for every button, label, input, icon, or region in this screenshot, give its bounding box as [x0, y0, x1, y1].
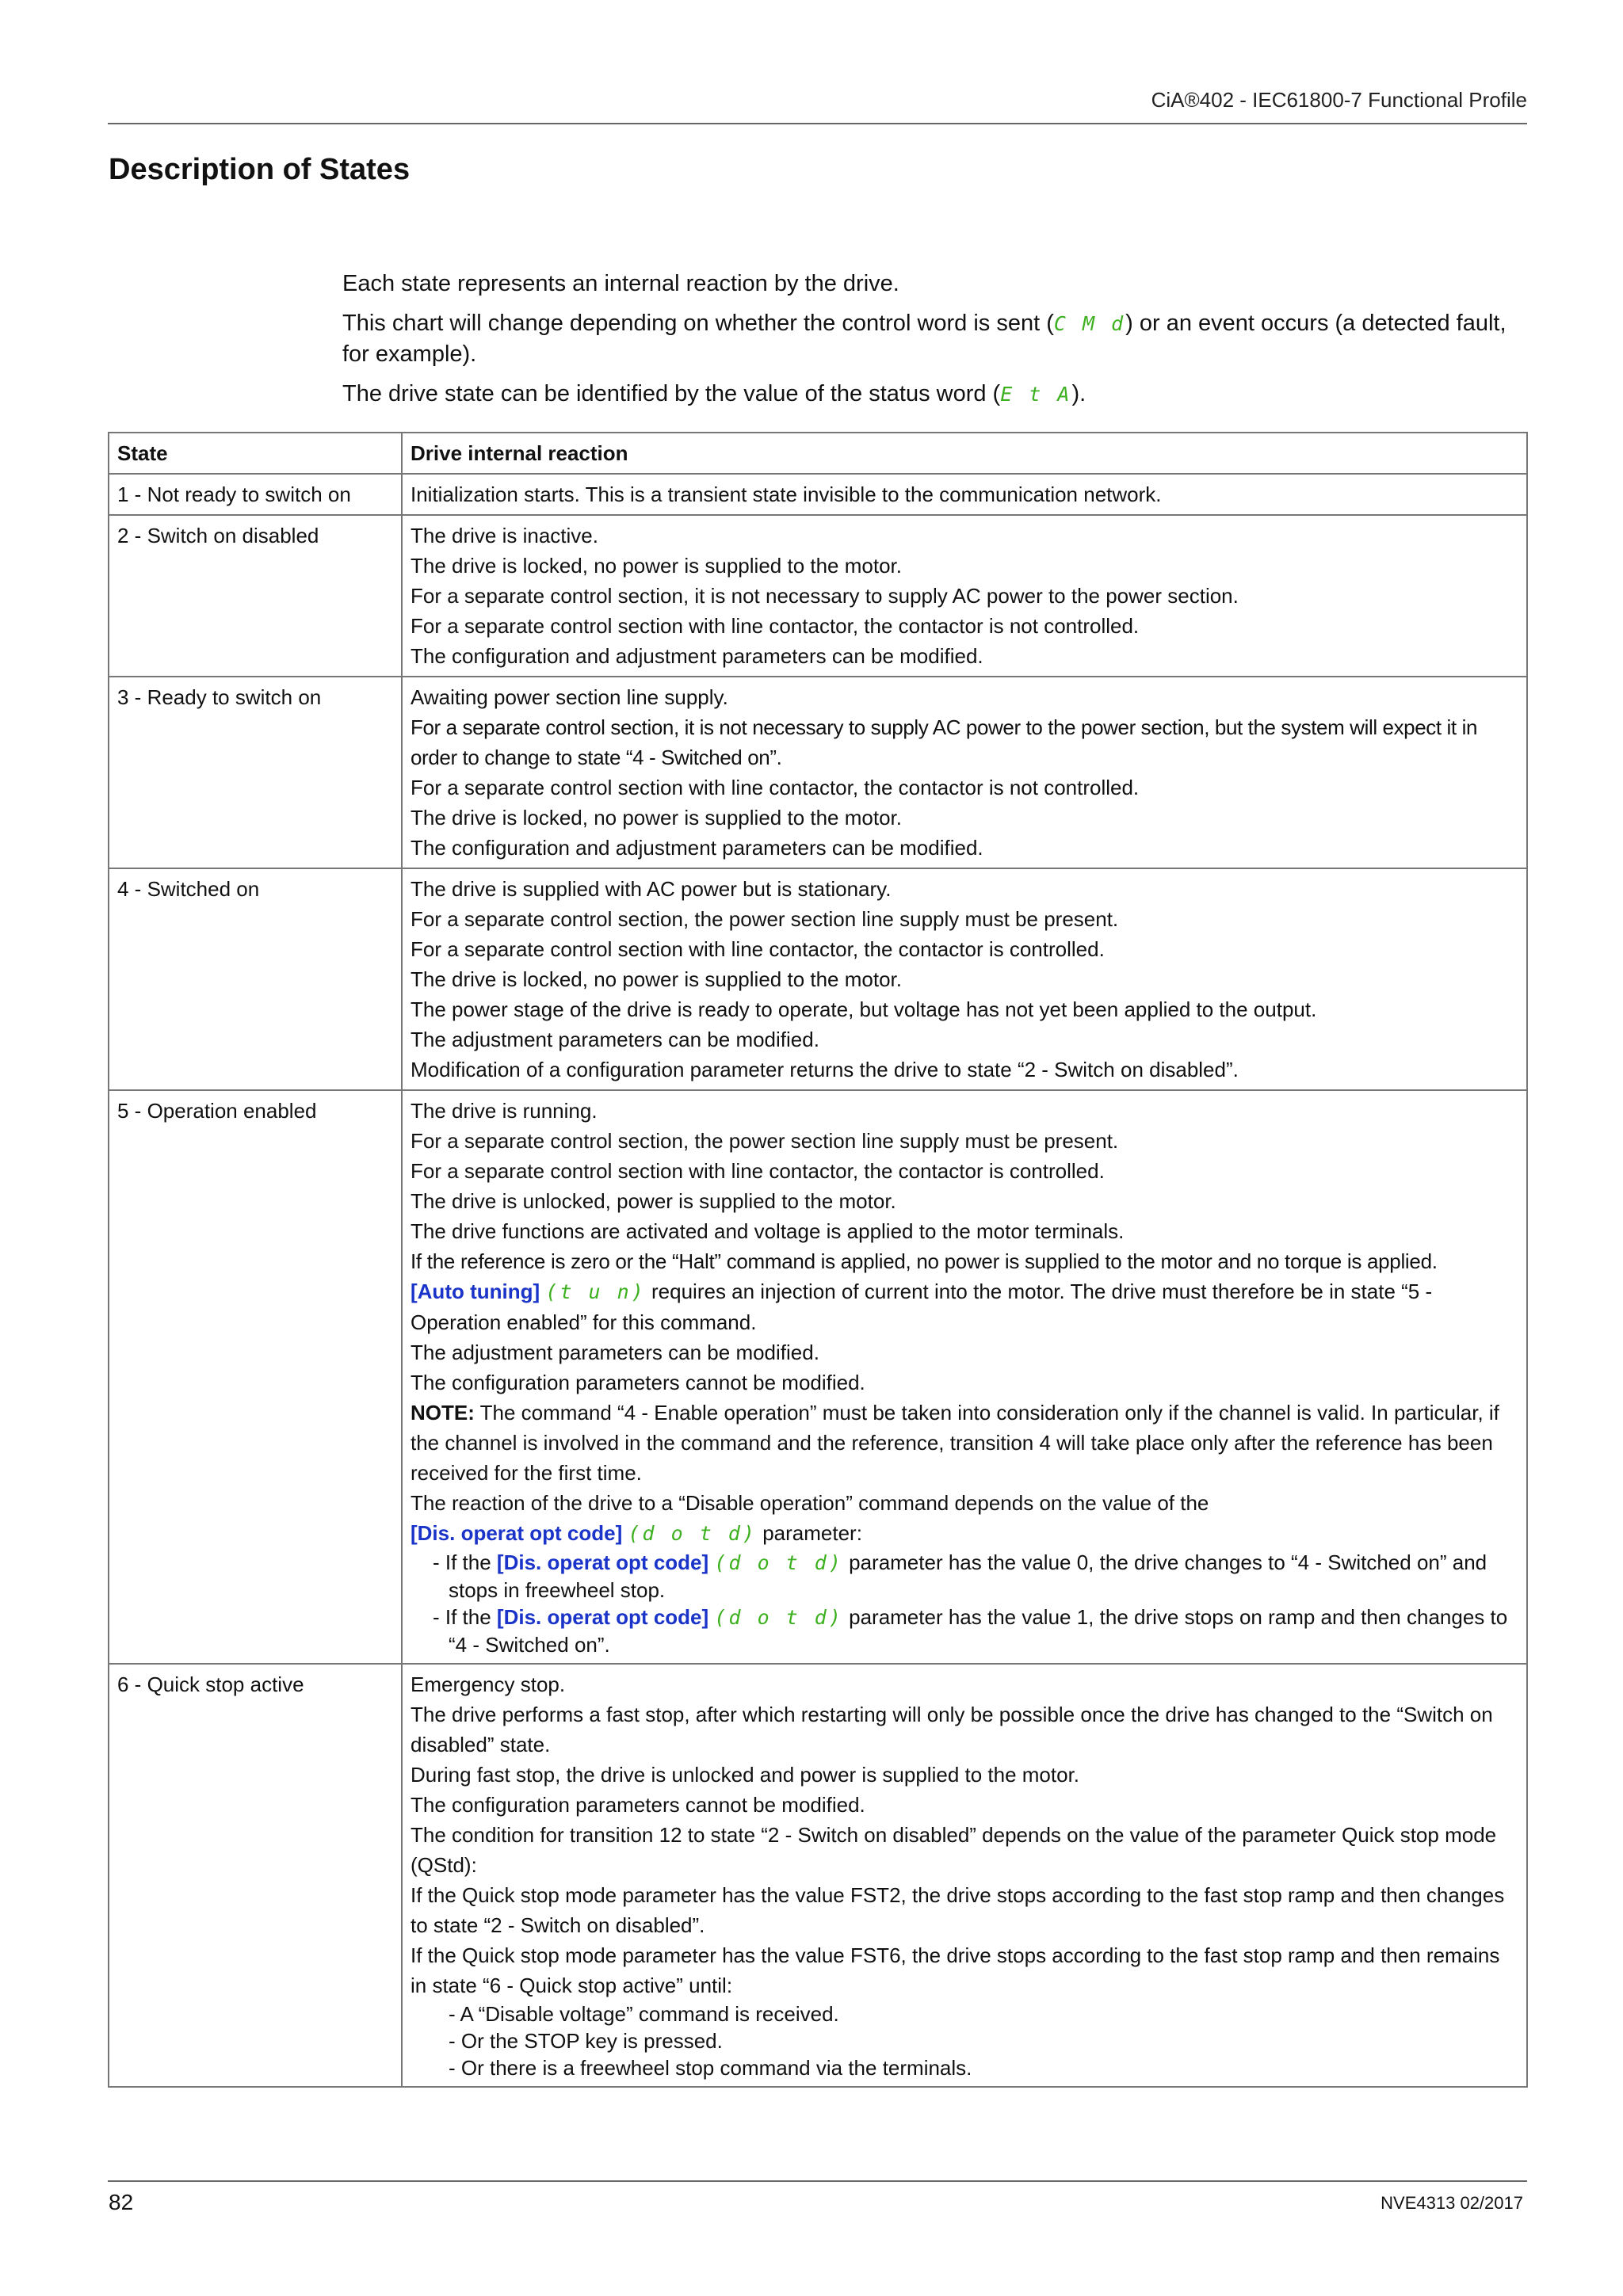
table-row — [109, 868, 1527, 1090]
dis-operat-param: [Dis. operat opt code] — [496, 1550, 709, 1574]
dis-operat-code-text: d o t d — [728, 1606, 829, 1629]
reaction-line: For a separate control section, it is not necessary to supply AC power to the power section, but the system will expect it in order to change to state “4 - Switched on”. — [411, 715, 1478, 769]
dis-operat-code: (d o t d) — [628, 1522, 757, 1545]
footer-divider — [108, 2180, 1527, 2182]
header-title: CiA®402 - IEC61800-7 Functional Profile — [1151, 88, 1527, 112]
bullet-prefix: - If the — [433, 1605, 497, 1629]
page-number: 82 — [109, 2190, 134, 2214]
reaction-line: The drive is running. — [411, 1099, 598, 1123]
intro-text-part: This chart will change depending on whether the control word is sent ( — [342, 311, 1054, 336]
state-cell: 1 - Not ready to switch on — [109, 474, 402, 515]
bullet-item: - Or the STOP key is pressed. — [449, 2029, 723, 2053]
bullet-item: - Or there is a freewheel stop command via the terminals. — [449, 2056, 972, 2080]
intro-paragraph-1: Each state represents an internal reaction by the drive. — [342, 271, 899, 296]
reaction-line: The configuration parameters cannot be modified. — [411, 1793, 865, 1817]
intro-text-part: ). — [1071, 381, 1086, 406]
auto-tuning-code: (t u n) — [545, 1280, 646, 1303]
reaction-line: For a separate control section, the power section line supply must be present. — [411, 1129, 1119, 1153]
reaction-line — [411, 1276, 1518, 1337]
reaction-line: For a separate control section with line contactor, the contactor is controlled. — [411, 1159, 1105, 1183]
reaction-line: Initialization starts. This is a transient state invisible to the communication network. — [411, 482, 1162, 506]
reaction-line: The reaction of the drive to a “Disable operation” command depends on the value of the — [411, 1491, 1209, 1515]
header-divider — [108, 123, 1527, 124]
bullet-text: parameter has the value 1, the drive stops on ramp and then changes to “4 - Switched on”. — [449, 1605, 1508, 1657]
reaction-line: The drive is inactive. — [411, 524, 598, 547]
reaction-cell — [402, 474, 1527, 515]
bullet-item: - A “Disable voltage” command is received. — [449, 2002, 839, 2026]
dis-operat-code: (d o t d) — [714, 1551, 843, 1574]
dis-operat-param: [Dis. operat opt code] — [496, 1605, 709, 1629]
reaction-line: The condition for transition 12 to state “2 - Switch on disabled” depends on the value of the parameter Quick stop mode (QStd): — [411, 1823, 1497, 1877]
reaction-line: If the Quick stop mode parameter has the value FST6, the drive stops according to the fast stop ramp and then remains in state “6 - Quick stop active” until: — [411, 1943, 1500, 1997]
reaction-line: Modification of a configuration parameter returns the drive to state “2 - Switch on disabled”. — [411, 1058, 1239, 1081]
column-header-state: State — [109, 433, 402, 474]
table-row — [109, 1090, 1527, 1664]
dis-operat-code: (d o t d) — [714, 1606, 843, 1629]
reaction-line: If the Quick stop mode parameter has the value FST2, the drive stops according to the fast stop ramp and then changes to state “2 - Switch on disabled”. — [411, 1883, 1505, 1937]
table-row — [109, 1664, 1527, 2087]
reaction-line: The configuration and adjustment parameters can be modified. — [411, 836, 983, 860]
table-row — [109, 515, 1527, 677]
intro-text — [342, 269, 1531, 419]
state-cell: 6 - Quick stop active — [109, 1664, 402, 2087]
state-cell: 5 - Operation enabled — [109, 1090, 402, 1664]
state-cell: 4 - Switched on — [109, 868, 402, 1090]
reaction-line: The configuration parameters cannot be modified. — [411, 1371, 865, 1394]
reaction-line: The drive functions are activated and voltage is applied to the motor terminals. — [411, 1219, 1125, 1243]
reaction-cell — [402, 1664, 1527, 2087]
intro-paragraph-2 — [342, 308, 1531, 369]
reaction-line: If the reference is zero or the “Halt” command is applied, no power is supplied to the motor and no torque is applied. — [411, 1249, 1438, 1273]
intro-text-part: The drive state can be identified by the value of the status word ( — [342, 381, 1001, 406]
reaction-text: requires an injection of current into the motor. The drive must therefore be in state “5 - Operation enabled” for this command. — [411, 1280, 1433, 1334]
states-table — [108, 432, 1528, 2088]
table-row — [109, 474, 1527, 515]
bullet-item — [411, 1549, 1518, 1604]
reaction-line: For a separate control section with line contactor, the contactor is not controlled. — [411, 614, 1140, 638]
dis-operat-code-text: d o t d — [728, 1551, 829, 1574]
document-reference: NVE4313 02/2017 — [1381, 2193, 1523, 2213]
reaction-line: The adjustment parameters can be modified. — [411, 1341, 819, 1364]
state-cell: 3 - Ready to switch on — [109, 677, 402, 868]
bullet-text: parameter has the value 0, the drive changes to “4 - Switched on” and stops in freewheel stop. — [449, 1550, 1487, 1602]
reaction-line: The power stage of the drive is ready to operate, but voltage has not yet been applied to the output. — [411, 997, 1317, 1021]
reaction-line: The drive is unlocked, power is supplied to the motor. — [411, 1189, 896, 1213]
column-header-reaction: Drive internal reaction — [402, 433, 1527, 474]
reaction-line: Emergency stop. — [411, 1672, 566, 1696]
auto-tuning-code-text: t u n — [559, 1280, 632, 1303]
reaction-line: During fast stop, the drive is unlocked and power is supplied to the motor. — [411, 1763, 1080, 1787]
reaction-text: parameter: — [756, 1521, 862, 1545]
reaction-line: For a separate control section with line contactor, the contactor is controlled. — [411, 937, 1105, 961]
dis-operat-code-text: d o t d — [642, 1522, 743, 1545]
reaction-line: The drive is locked, no power is supplied to the motor. — [411, 554, 902, 578]
control-word-code: C M d — [1053, 312, 1126, 335]
reaction-line: The configuration and adjustment parameters can be modified. — [411, 644, 983, 668]
auto-tuning-param: [Auto tuning] — [411, 1280, 540, 1303]
reaction-line: For a separate control section, the power section line supply must be present. — [411, 907, 1119, 931]
reaction-line: For a separate control section, it is not necessary to supply AC power to the power section. — [411, 584, 1239, 608]
table-row — [109, 677, 1527, 868]
bullet-item — [411, 1604, 1518, 1658]
reaction-line: The adjustment parameters can be modified. — [411, 1028, 819, 1051]
section-title: Description of States — [109, 153, 411, 186]
reaction-line: Awaiting power section line supply. — [411, 685, 728, 709]
table-header-row — [109, 433, 1527, 474]
intro-paragraph-3 — [342, 379, 1531, 410]
note-line — [411, 1398, 1518, 1488]
reaction-line: The drive is locked, no power is supplied to the motor. — [411, 806, 902, 830]
reaction-line: The drive is supplied with AC power but is stationary. — [411, 877, 892, 901]
status-word-code: E t A — [1000, 383, 1072, 406]
note-text: The command “4 - Enable operation” must be taken into consideration only if the channel is valid. In particular, if the channel is involved in the command and the reference, transition 4 will take place only after the reference has been received for the first time. — [411, 1401, 1499, 1485]
reaction-line — [411, 1518, 1518, 1549]
dis-operat-param: [Dis. operat opt code] — [411, 1521, 623, 1545]
reaction-cell — [402, 868, 1527, 1090]
reaction-cell — [402, 1090, 1527, 1664]
note-label: NOTE: — [411, 1401, 475, 1425]
reaction-line: The drive is locked, no power is supplied to the motor. — [411, 967, 902, 991]
reaction-line: The drive performs a fast stop, after which restarting will only be possible once the drive has changed to the “Switch on disabled” state. — [411, 1703, 1493, 1756]
bullet-prefix: - If the — [433, 1550, 497, 1574]
reaction-line: For a separate control section with line contactor, the contactor is not controlled. — [411, 776, 1140, 799]
intro-text-part: ) or an event occurs (a detected fault, for example). — [342, 311, 1507, 367]
reaction-cell — [402, 677, 1527, 868]
state-cell: 2 - Switch on disabled — [109, 515, 402, 677]
reaction-cell — [402, 515, 1527, 677]
